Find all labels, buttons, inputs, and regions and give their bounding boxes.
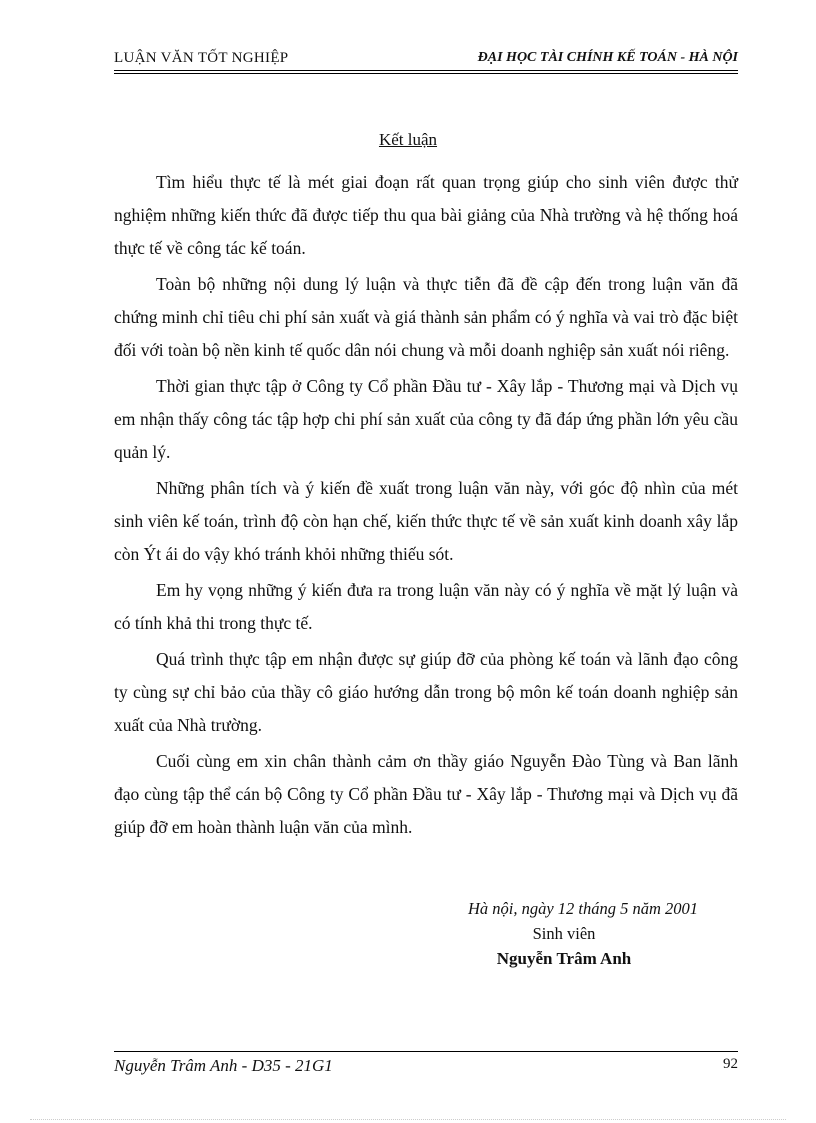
signature-name: Nguyễn Trâm Anh xyxy=(496,949,632,968)
page-edge xyxy=(30,1119,786,1120)
paragraph: Những phân tích và ý kiến đề xuất trong luận văn này, với góc độ nhìn của mét sinh viên kế toán, trình độ còn hạn chế, kiến thức thực tế về sản xuất kinh doanh xây lắp còn Ýt ái do vậy khó tránh khỏi những thiếu sót. xyxy=(114,478,738,564)
paragraph: Tìm hiểu thực tế là mét giai đoạn rất quan trọng giúp cho sinh viên được thử nghiệm những kiến thức đã được tiếp thu qua bài giảng của Nhà trường và hệ thống hoá thực tế về công tác kế toán. xyxy=(114,172,738,258)
paragraph: Em hy vọng những ý kiến đưa ra trong luận văn này có ý nghĩa về mặt lý luận và có tính khả thi trong thực tế. xyxy=(114,580,738,633)
header-divider-bottom xyxy=(114,73,738,74)
signature-block xyxy=(414,896,714,971)
page-title: Kết luận xyxy=(378,130,438,149)
paragraph: Toàn bộ những nội dung lý luận và thực tiễn đã đề cập đến trong luận văn đã chứng minh chỉ tiêu chi phí sản xuất và giá thành sản phẩm có ý nghĩa và vai trò đặc biệt đối với toàn bộ nền kinh tế quốc dân nói chung và mỗi doanh nghiệp sản xuất nói riêng. xyxy=(114,274,738,360)
header-left-title: LUẬN VĂN TỐT NGHIỆP xyxy=(114,50,289,66)
header-right-title: ĐẠI HỌC TÀI CHÍNH KẾ TOÁN - HÀ NỘI xyxy=(477,50,738,65)
signature-role: Sinh viên xyxy=(532,924,596,943)
paragraph: Cuối cùng em xin chân thành cảm ơn thầy giáo Nguyễn Đào Tùng và Ban lãnh đạo cùng tập thể cán bộ Công ty Cổ phần Đầu tư - Xây lắp - Thương mại và Dịch vụ đã giúp đỡ em hoàn thành luận văn của mình. xyxy=(114,751,738,837)
footer-divider xyxy=(114,1051,738,1052)
header-divider-top xyxy=(114,70,738,71)
footer-author: Nguyễn Trâm Anh - D35 - 21G1 xyxy=(114,1056,333,1075)
signature-date: Hà nội, ngày 12 tháng 5 năm 2001 xyxy=(467,899,699,918)
conclusion-body xyxy=(114,166,738,847)
paragraph: Thời gian thực tập ở Công ty Cổ phần Đầu tư - Xây lắp - Thương mại và Dịch vụ em nhận thấy công tác tập hợp chi phí sản xuất của công ty đã đáp ứng phần lớn yêu cầu quản lý. xyxy=(114,376,738,462)
page-number: 92 xyxy=(723,1056,738,1072)
paragraph: Quá trình thực tập em nhận được sự giúp đỡ của phòng kế toán và lãnh đạo công ty cùng sự chỉ bảo của thầy cô giáo hướng dẫn trong bộ môn kế toán doanh nghiệp sản xuất của Nhà trường. xyxy=(114,649,738,735)
